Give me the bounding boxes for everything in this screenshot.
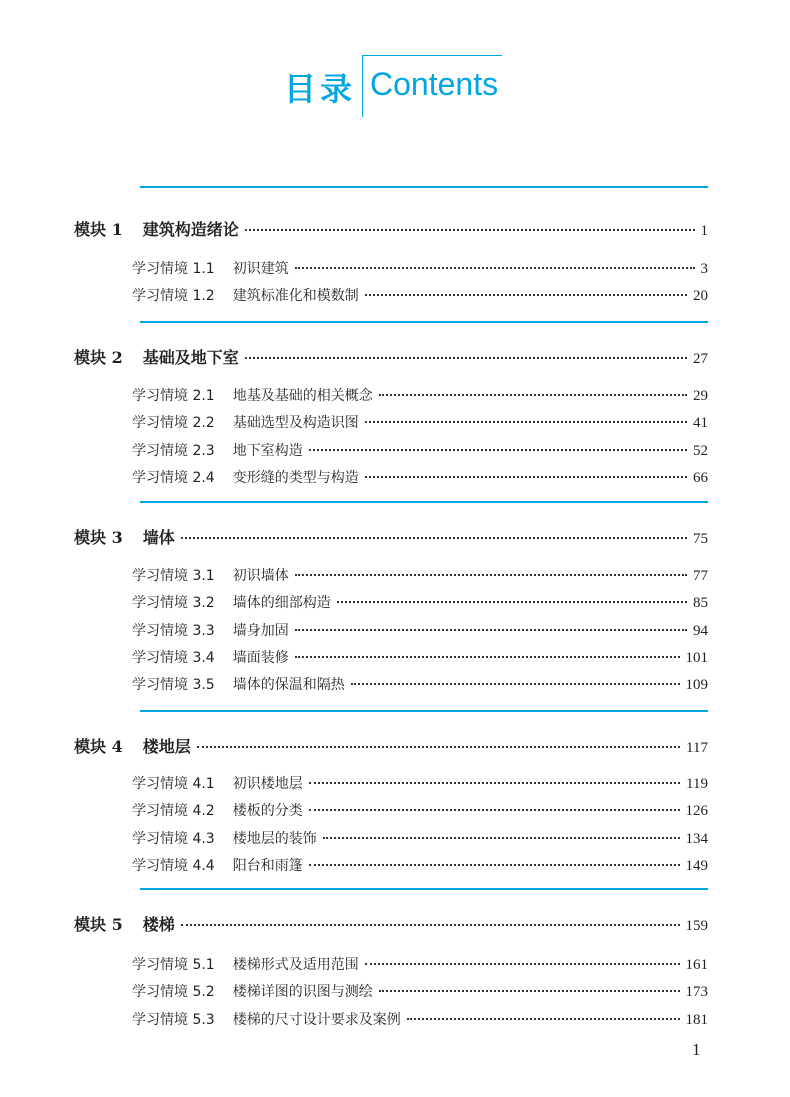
section-title: 墙身加固 bbox=[232, 622, 289, 639]
module-entry[interactable] bbox=[74, 525, 708, 549]
section-entry[interactable] bbox=[132, 592, 708, 614]
dot-leader bbox=[365, 963, 680, 965]
section-page: 94 bbox=[693, 622, 708, 639]
title-chinese: 目录 bbox=[284, 70, 357, 108]
section-title: 楼地层的装饰 bbox=[232, 830, 317, 847]
section-number: 学习情境 4.1 bbox=[132, 776, 215, 792]
section-number: 学习情境 5.1 bbox=[132, 957, 215, 973]
section-entry[interactable] bbox=[132, 620, 708, 642]
section-entry[interactable] bbox=[132, 258, 708, 280]
section-page: 109 bbox=[685, 677, 708, 694]
module-number: 模块 3 bbox=[74, 528, 123, 547]
module-page: 75 bbox=[693, 531, 708, 547]
section-title: 变形缝的类型与构造 bbox=[232, 469, 359, 486]
dot-leader bbox=[245, 229, 695, 231]
section-number: 学习情境 1.1 bbox=[132, 261, 215, 277]
section-number: 学习情境 3.3 bbox=[132, 622, 215, 639]
section-rule bbox=[140, 321, 708, 323]
dot-leader bbox=[295, 656, 680, 658]
dot-leader bbox=[181, 924, 680, 926]
section-rule bbox=[140, 888, 708, 890]
section-entry[interactable] bbox=[132, 647, 708, 669]
section-number: 学习情境 2.3 bbox=[132, 442, 215, 459]
dot-leader bbox=[379, 990, 680, 992]
dot-leader bbox=[245, 357, 687, 359]
module-page: 159 bbox=[685, 918, 708, 934]
section-entry[interactable] bbox=[132, 1009, 708, 1031]
section-rule bbox=[140, 710, 708, 712]
section-page: 161 bbox=[685, 957, 708, 973]
module-title: 楼地层 bbox=[142, 737, 191, 756]
section-entry[interactable] bbox=[132, 954, 708, 976]
section-number: 学习情境 3.5 bbox=[132, 677, 215, 694]
dot-leader bbox=[309, 809, 680, 811]
dot-leader bbox=[295, 267, 695, 269]
section-entry[interactable] bbox=[132, 412, 708, 434]
section-entry[interactable] bbox=[132, 674, 708, 696]
section-page: 85 bbox=[693, 595, 708, 612]
module-page: 1 bbox=[700, 223, 708, 239]
module-entry[interactable] bbox=[74, 217, 708, 241]
section-title: 楼梯详图的识图与测绘 bbox=[232, 984, 373, 1001]
dot-leader bbox=[365, 476, 687, 478]
section-entry[interactable] bbox=[132, 800, 708, 822]
dot-leader bbox=[309, 864, 680, 866]
section-number: 学习情境 2.4 bbox=[132, 469, 215, 486]
section-entry[interactable] bbox=[132, 440, 708, 462]
section-entry[interactable] bbox=[132, 773, 708, 795]
section-page: 41 bbox=[693, 415, 708, 432]
section-entry[interactable] bbox=[132, 855, 708, 877]
section-number: 学习情境 1.2 bbox=[132, 288, 215, 305]
section-rule bbox=[140, 186, 708, 188]
section-page: 173 bbox=[685, 984, 708, 1001]
section-number: 学习情境 4.3 bbox=[132, 830, 215, 847]
section-title: 初识建筑 bbox=[232, 261, 289, 277]
section-title: 初识墙体 bbox=[232, 568, 289, 584]
section-number: 学习情境 5.2 bbox=[132, 984, 215, 1001]
title-english: Contents bbox=[370, 66, 499, 102]
section-page: 20 bbox=[693, 288, 708, 305]
section-entry[interactable] bbox=[132, 828, 708, 850]
section-page: 52 bbox=[693, 442, 708, 459]
dot-leader bbox=[181, 537, 687, 539]
section-page: 134 bbox=[685, 830, 708, 847]
section-number: 学习情境 2.2 bbox=[132, 415, 215, 432]
section-number: 学习情境 5.3 bbox=[132, 1011, 215, 1028]
dot-leader bbox=[309, 449, 687, 451]
module-number: 模块 4 bbox=[74, 737, 123, 756]
section-title: 楼梯的尺寸设计要求及案例 bbox=[232, 1011, 401, 1028]
section-title: 楼板的分类 bbox=[232, 803, 303, 820]
section-title: 楼梯形式及适用范围 bbox=[232, 957, 359, 973]
section-title: 墙体的细部构造 bbox=[232, 595, 331, 612]
page-number: 1 bbox=[692, 1040, 701, 1059]
section-title: 阳台和雨篷 bbox=[232, 857, 303, 874]
dot-leader bbox=[351, 683, 680, 685]
section-entry[interactable] bbox=[132, 385, 708, 407]
dot-leader bbox=[295, 574, 687, 576]
section-title: 建筑标准化和模数制 bbox=[232, 288, 359, 305]
module-page: 117 bbox=[686, 740, 708, 756]
dot-leader bbox=[379, 394, 687, 396]
section-page: 66 bbox=[693, 469, 708, 486]
dot-leader bbox=[365, 294, 687, 296]
section-number: 学习情境 4.2 bbox=[132, 803, 215, 820]
section-title: 地下室构造 bbox=[232, 442, 303, 459]
section-page: 119 bbox=[686, 776, 708, 792]
dot-leader bbox=[365, 421, 687, 423]
module-entry[interactable] bbox=[74, 734, 708, 758]
module-page: 27 bbox=[693, 351, 708, 367]
section-number: 学习情境 3.1 bbox=[132, 568, 215, 584]
section-entry[interactable] bbox=[132, 467, 708, 489]
dot-leader bbox=[197, 746, 680, 748]
module-title: 基础及地下室 bbox=[142, 348, 239, 367]
section-page: 181 bbox=[685, 1011, 708, 1028]
section-entry[interactable] bbox=[132, 981, 708, 1003]
module-number: 模块 2 bbox=[74, 348, 123, 367]
section-title: 墙面装修 bbox=[232, 649, 289, 666]
section-page: 126 bbox=[685, 803, 708, 820]
module-number: 模块 1 bbox=[74, 220, 123, 239]
module-entry[interactable] bbox=[74, 912, 708, 936]
module-entry[interactable] bbox=[74, 345, 708, 369]
dot-leader bbox=[407, 1018, 680, 1020]
section-entry[interactable] bbox=[132, 565, 708, 587]
section-page: 77 bbox=[693, 568, 708, 584]
section-entry[interactable] bbox=[132, 285, 708, 307]
section-number: 学习情境 3.4 bbox=[132, 649, 215, 666]
section-page: 101 bbox=[685, 649, 708, 666]
section-number: 学习情境 3.2 bbox=[132, 595, 215, 612]
section-number: 学习情境 4.4 bbox=[132, 857, 215, 874]
module-title: 墙体 bbox=[142, 528, 175, 547]
dot-leader bbox=[295, 629, 687, 631]
section-page: 149 bbox=[685, 857, 708, 874]
module-title: 楼梯 bbox=[142, 915, 175, 934]
module-title: 建筑构造绪论 bbox=[142, 220, 239, 239]
section-title: 地基及基础的相关概念 bbox=[232, 388, 373, 404]
module-number: 模块 5 bbox=[74, 915, 123, 934]
dot-leader bbox=[337, 601, 687, 603]
section-rule bbox=[140, 501, 708, 503]
dot-leader bbox=[309, 782, 680, 784]
section-title: 墙体的保温和隔热 bbox=[232, 677, 345, 694]
dot-leader bbox=[323, 837, 680, 839]
section-title: 基础选型及构造识图 bbox=[232, 415, 359, 432]
section-number: 学习情境 2.1 bbox=[132, 388, 215, 404]
section-page: 3 bbox=[700, 261, 708, 277]
section-title: 初识楼地层 bbox=[232, 776, 303, 792]
section-page: 29 bbox=[693, 388, 708, 404]
